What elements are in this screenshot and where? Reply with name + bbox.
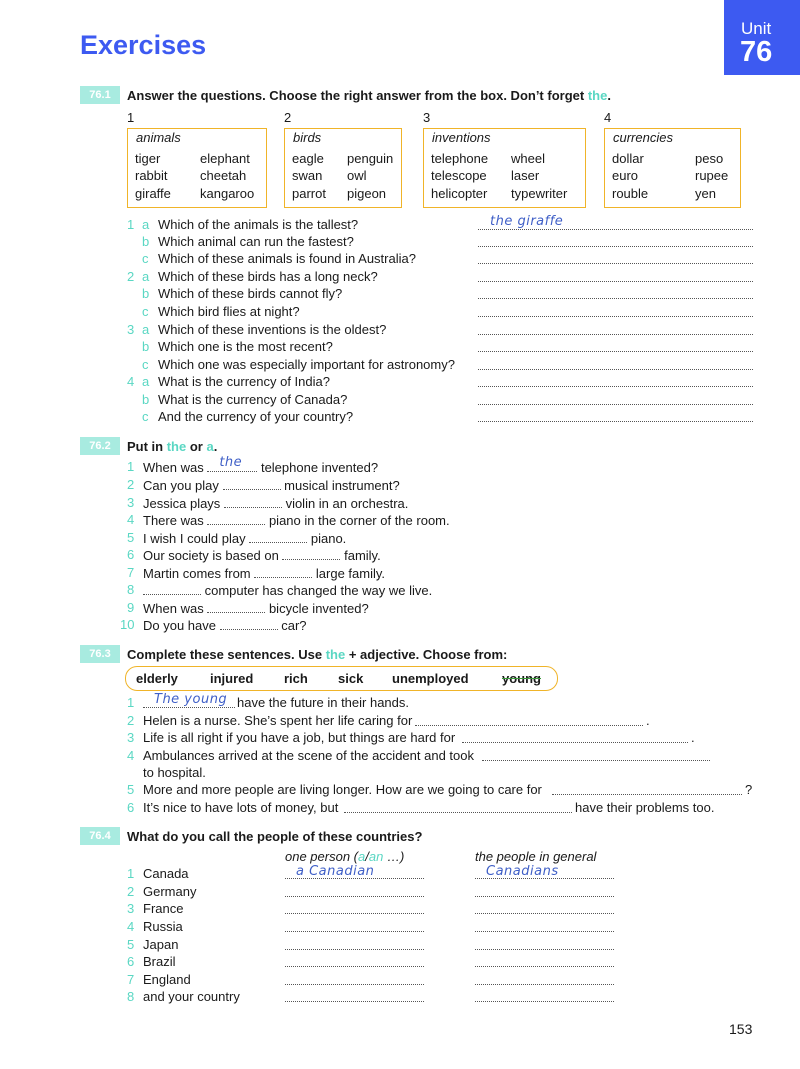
- country-name: Japan: [143, 937, 179, 952]
- box-word: euro: [612, 168, 639, 183]
- exercise-tag: 76.4: [80, 827, 120, 845]
- question-letter: c: [142, 251, 149, 266]
- sentence-text: large family.: [315, 566, 386, 581]
- country-name: England: [143, 972, 191, 987]
- box-word: elephant: [200, 151, 250, 166]
- question-letter: b: [142, 234, 150, 249]
- box-word: rabbit: [135, 168, 168, 183]
- box-word: penguin: [347, 151, 394, 166]
- country-name: and your country: [143, 989, 240, 1004]
- exercise-instruction: [127, 439, 217, 454]
- sentence-text: telephone invented?: [260, 460, 379, 475]
- question-text: Which of these inventions is the oldest?: [158, 322, 387, 337]
- box-word: giraffe: [135, 186, 171, 201]
- handwritten-answer: a Canadian: [296, 864, 375, 879]
- item-number: 8: [127, 582, 135, 597]
- item-number: 1: [127, 695, 135, 710]
- sentence-text: More and more people are living longer. How are we going to care for: [143, 782, 542, 797]
- exercise-instruction: [127, 647, 507, 662]
- box-caption: birds: [293, 130, 322, 145]
- box-number: 2: [284, 110, 292, 125]
- sentence-text: I wish I could play: [143, 531, 246, 546]
- instruction-text: + adjective. Choose from:: [345, 647, 508, 662]
- box-word: laser: [511, 168, 540, 183]
- question-text: Which of these birds cannot fly?: [158, 286, 343, 301]
- answer-line-general[interactable]: [475, 966, 614, 967]
- box-word: tiger: [135, 151, 161, 166]
- blank-field[interactable]: [223, 477, 281, 490]
- box-word: typewriter: [511, 186, 568, 201]
- adjective-word: unemployed: [392, 671, 469, 686]
- answer-line[interactable]: [478, 298, 753, 299]
- sentence-text: ?: [745, 782, 753, 797]
- question-text: What is the currency of Canada?: [158, 392, 348, 407]
- sentence-text: Helen is a nurse. She’s spent her life caring for: [143, 713, 413, 728]
- sentence-text: computer has changed the way we live.: [204, 583, 433, 598]
- sentence-text: Jessica plays: [143, 496, 221, 511]
- box-word: rupee: [695, 168, 729, 183]
- blank-field[interactable]: [207, 600, 265, 613]
- item-number: 1: [127, 866, 135, 881]
- question-letter: c: [142, 409, 149, 424]
- answer-line-general[interactable]: [475, 949, 614, 950]
- sentence-text: .: [646, 713, 650, 728]
- answer-line-general[interactable]: [475, 1001, 614, 1002]
- answer-line[interactable]: [478, 404, 753, 405]
- answer-line-one-person[interactable]: [285, 984, 424, 985]
- answer-line-general[interactable]: [475, 913, 614, 914]
- item-number: 10: [120, 617, 135, 632]
- blank-field[interactable]: [344, 812, 572, 813]
- question-number: 2: [127, 269, 135, 284]
- sentence-text: Martin comes from: [143, 566, 251, 581]
- sentence-text: have the future in their hands.: [237, 695, 410, 710]
- instruction-text: .: [607, 88, 611, 103]
- question-text: Which one was especially important for astronomy?: [158, 357, 455, 372]
- question-letter: a: [142, 269, 150, 284]
- column-header-one-person: [285, 849, 404, 864]
- blank-field[interactable]: [552, 794, 742, 795]
- question-text: Which bird flies at night?: [158, 304, 300, 319]
- handwritten-answer: The young: [154, 692, 228, 707]
- sentence-text: piano.: [310, 531, 347, 546]
- sentence-text: When was: [143, 460, 204, 475]
- answer-line[interactable]: [478, 369, 753, 370]
- sentence-text: have their problems too.: [575, 800, 715, 815]
- item-number: 8: [127, 989, 135, 1004]
- answer-line-one-person[interactable]: [285, 949, 424, 950]
- box-caption: animals: [136, 130, 181, 145]
- sentence-text: Do you have: [143, 618, 216, 633]
- sentence-text: Life is all right if you have a job, but things are hard for: [143, 730, 456, 745]
- box-word: eagle: [292, 151, 324, 166]
- item-number: 4: [127, 919, 135, 934]
- item-number: 4: [127, 512, 135, 527]
- question-text: What is the currency of India?: [158, 374, 330, 389]
- box-number: 1: [127, 110, 135, 125]
- blank-field[interactable]: [220, 617, 278, 630]
- item-number: 6: [127, 800, 135, 815]
- box-word: rouble: [612, 186, 649, 201]
- exercise-instruction: [127, 88, 611, 103]
- item-number: 1: [127, 459, 135, 474]
- header-text: one person (: [285, 849, 358, 864]
- answer-line[interactable]: [478, 229, 753, 230]
- blank-field[interactable]: [143, 707, 235, 708]
- instruction-highlight: the: [166, 439, 187, 454]
- box-word: pigeon: [347, 186, 387, 201]
- box-word: cheetah: [200, 168, 247, 183]
- blank-field[interactable]: [224, 495, 282, 508]
- item-number: 6: [127, 954, 135, 969]
- item-number: 3: [127, 495, 135, 510]
- instruction-text: Put in: [127, 439, 167, 454]
- sentence-text: bicycle invented?: [268, 601, 369, 616]
- sentence-text: violin in an orchestra.: [285, 496, 409, 511]
- handwritten-answer: the: [219, 455, 243, 470]
- word-box-animals: [127, 128, 267, 208]
- question-letter: b: [142, 392, 150, 407]
- word-box-birds: [284, 128, 402, 208]
- unit-badge: [724, 0, 800, 75]
- adjective-word: elderly: [136, 671, 178, 686]
- blank-field[interactable]: [282, 547, 340, 560]
- box-caption: inventions: [432, 130, 491, 145]
- box-word: peso: [695, 151, 724, 166]
- page-number: 153: [729, 1021, 753, 1037]
- box-word: telescope: [431, 168, 487, 183]
- question-number: 1: [127, 217, 135, 232]
- box-word: helicopter: [431, 186, 488, 201]
- country-name: Russia: [143, 919, 183, 934]
- answer-line[interactable]: [478, 334, 753, 335]
- sentence-text: piano in the corner of the room.: [268, 513, 450, 528]
- question-text: And the currency of your country?: [158, 409, 354, 424]
- answer-line-one-person[interactable]: [285, 931, 424, 932]
- answer-line-one-person[interactable]: [285, 1001, 424, 1002]
- sentence-text: family.: [344, 548, 381, 563]
- country-name: Brazil: [143, 954, 176, 969]
- header-text: …): [383, 849, 405, 864]
- sentence-text: It’s nice to have lots of money, but: [143, 800, 339, 815]
- answer-line[interactable]: [478, 351, 753, 352]
- instruction-highlight: the: [587, 88, 608, 103]
- item-number: 9: [127, 600, 135, 615]
- question-number: 3: [127, 322, 135, 337]
- question-letter: b: [142, 286, 150, 301]
- answer-line[interactable]: [478, 263, 753, 264]
- answer-line[interactable]: [478, 246, 753, 247]
- answer-line-one-person[interactable]: [285, 966, 424, 967]
- item-number: 4: [127, 748, 135, 763]
- word-box-currencies: [604, 128, 741, 208]
- item-number: 3: [127, 730, 135, 745]
- question-number: 4: [127, 374, 135, 389]
- exercise-tag: 76.2: [80, 437, 120, 455]
- question-text: Which of these animals is found in Australia?: [158, 251, 416, 266]
- answer-line[interactable]: [478, 281, 753, 282]
- sentence-text: to hospital.: [143, 765, 206, 780]
- unit-label: Unit: [741, 19, 772, 38]
- exercise-tag: 76.1: [80, 86, 120, 104]
- box-word: yen: [695, 186, 716, 201]
- item-number: 5: [127, 782, 135, 797]
- adjective-word: rich: [284, 671, 308, 686]
- box-number: 4: [604, 110, 612, 125]
- instruction-text: Complete these sentences. Use: [127, 647, 326, 662]
- instruction-text: or: [186, 439, 207, 454]
- box-word: telephone: [431, 151, 489, 166]
- blank-field[interactable]: [415, 725, 643, 726]
- answer-line[interactable]: [478, 421, 753, 422]
- item-number: 2: [127, 713, 135, 728]
- answer-line-one-person[interactable]: [285, 913, 424, 914]
- question-letter: a: [142, 217, 150, 232]
- instruction-text: Answer the questions. Choose the right answer from the box. Don’t forget: [127, 88, 588, 103]
- blank-field[interactable]: [249, 530, 307, 543]
- instruction-text: .: [213, 439, 218, 454]
- item-number: 2: [127, 884, 135, 899]
- sentence-text: Ambulances arrived at the scene of the accident and took: [143, 748, 474, 763]
- blank-field[interactable]: [482, 760, 710, 761]
- sentence-text: Our society is based on: [143, 548, 279, 563]
- sentence-text: car?: [281, 618, 307, 633]
- country-name: Canada: [143, 866, 189, 881]
- item-number: 7: [127, 972, 135, 987]
- adjective-word: sick: [338, 671, 364, 686]
- instruction-highlight: the: [325, 647, 346, 662]
- answer-line-general[interactable]: [475, 931, 614, 932]
- handwritten-answer: the giraffe: [490, 214, 564, 229]
- question-letter: a: [142, 322, 150, 337]
- header-text: /: [365, 849, 369, 864]
- box-word: kangaroo: [200, 186, 255, 201]
- box-number: 3: [423, 110, 431, 125]
- question-letter: a: [142, 374, 150, 389]
- blank-field[interactable]: [207, 455, 257, 472]
- word-box-inventions: [423, 128, 586, 208]
- item-number: 2: [127, 477, 135, 492]
- answer-line-one-person[interactable]: [285, 896, 424, 897]
- sentence-text: musical instrument?: [284, 478, 400, 493]
- item-number: 5: [127, 530, 135, 545]
- box-word: parrot: [292, 186, 326, 201]
- blank-field[interactable]: [462, 742, 688, 743]
- box-caption: currencies: [613, 130, 673, 145]
- box-word: swan: [292, 168, 323, 183]
- item-number: 6: [127, 547, 135, 562]
- header-highlight: an: [368, 849, 384, 864]
- country-name: France: [143, 901, 184, 916]
- exercise-instruction: What do you call the people of these countries?: [127, 829, 423, 844]
- box-word: dollar: [612, 151, 644, 166]
- sentence-text: .: [691, 730, 695, 745]
- question-letter: c: [142, 357, 149, 372]
- column-header-people-in-general: the people in general: [475, 849, 597, 864]
- item-number: 7: [127, 565, 135, 580]
- question-text: Which one is the most recent?: [158, 339, 333, 354]
- blank-field[interactable]: [207, 512, 265, 525]
- unit-number: 76: [740, 36, 773, 68]
- answer-line-general[interactable]: [475, 896, 614, 897]
- box-word: wheel: [511, 151, 545, 166]
- question-text: Which of these birds has a long neck?: [158, 269, 378, 284]
- adjective-box: [125, 666, 558, 691]
- blank-field[interactable]: [254, 565, 312, 578]
- handwritten-answer: Canadians: [486, 864, 559, 879]
- answer-line[interactable]: [478, 316, 753, 317]
- sentence-text: Can you play: [143, 478, 219, 493]
- question-letter: b: [142, 339, 150, 354]
- blank-field[interactable]: [143, 582, 201, 595]
- sentence-text: There was: [143, 513, 204, 528]
- question-text: Which of the animals is the tallest?: [158, 217, 359, 232]
- question-letter: c: [142, 304, 149, 319]
- adjective-word: injured: [210, 671, 254, 686]
- adjective-word-used: young: [502, 671, 541, 686]
- instruction-highlight: a: [206, 439, 214, 454]
- header-highlight: a: [358, 849, 366, 864]
- country-name: Germany: [143, 884, 197, 899]
- item-number: 5: [127, 937, 135, 952]
- question-text: Which animal can run the fastest?: [158, 234, 354, 249]
- page-title: Exercises: [80, 30, 207, 60]
- sentence-text: When was: [143, 601, 204, 616]
- box-word: owl: [347, 168, 367, 183]
- exercise-tag: 76.3: [80, 645, 120, 663]
- answer-line-general[interactable]: [475, 984, 614, 985]
- item-number: 3: [127, 901, 135, 916]
- answer-line[interactable]: [478, 386, 753, 387]
